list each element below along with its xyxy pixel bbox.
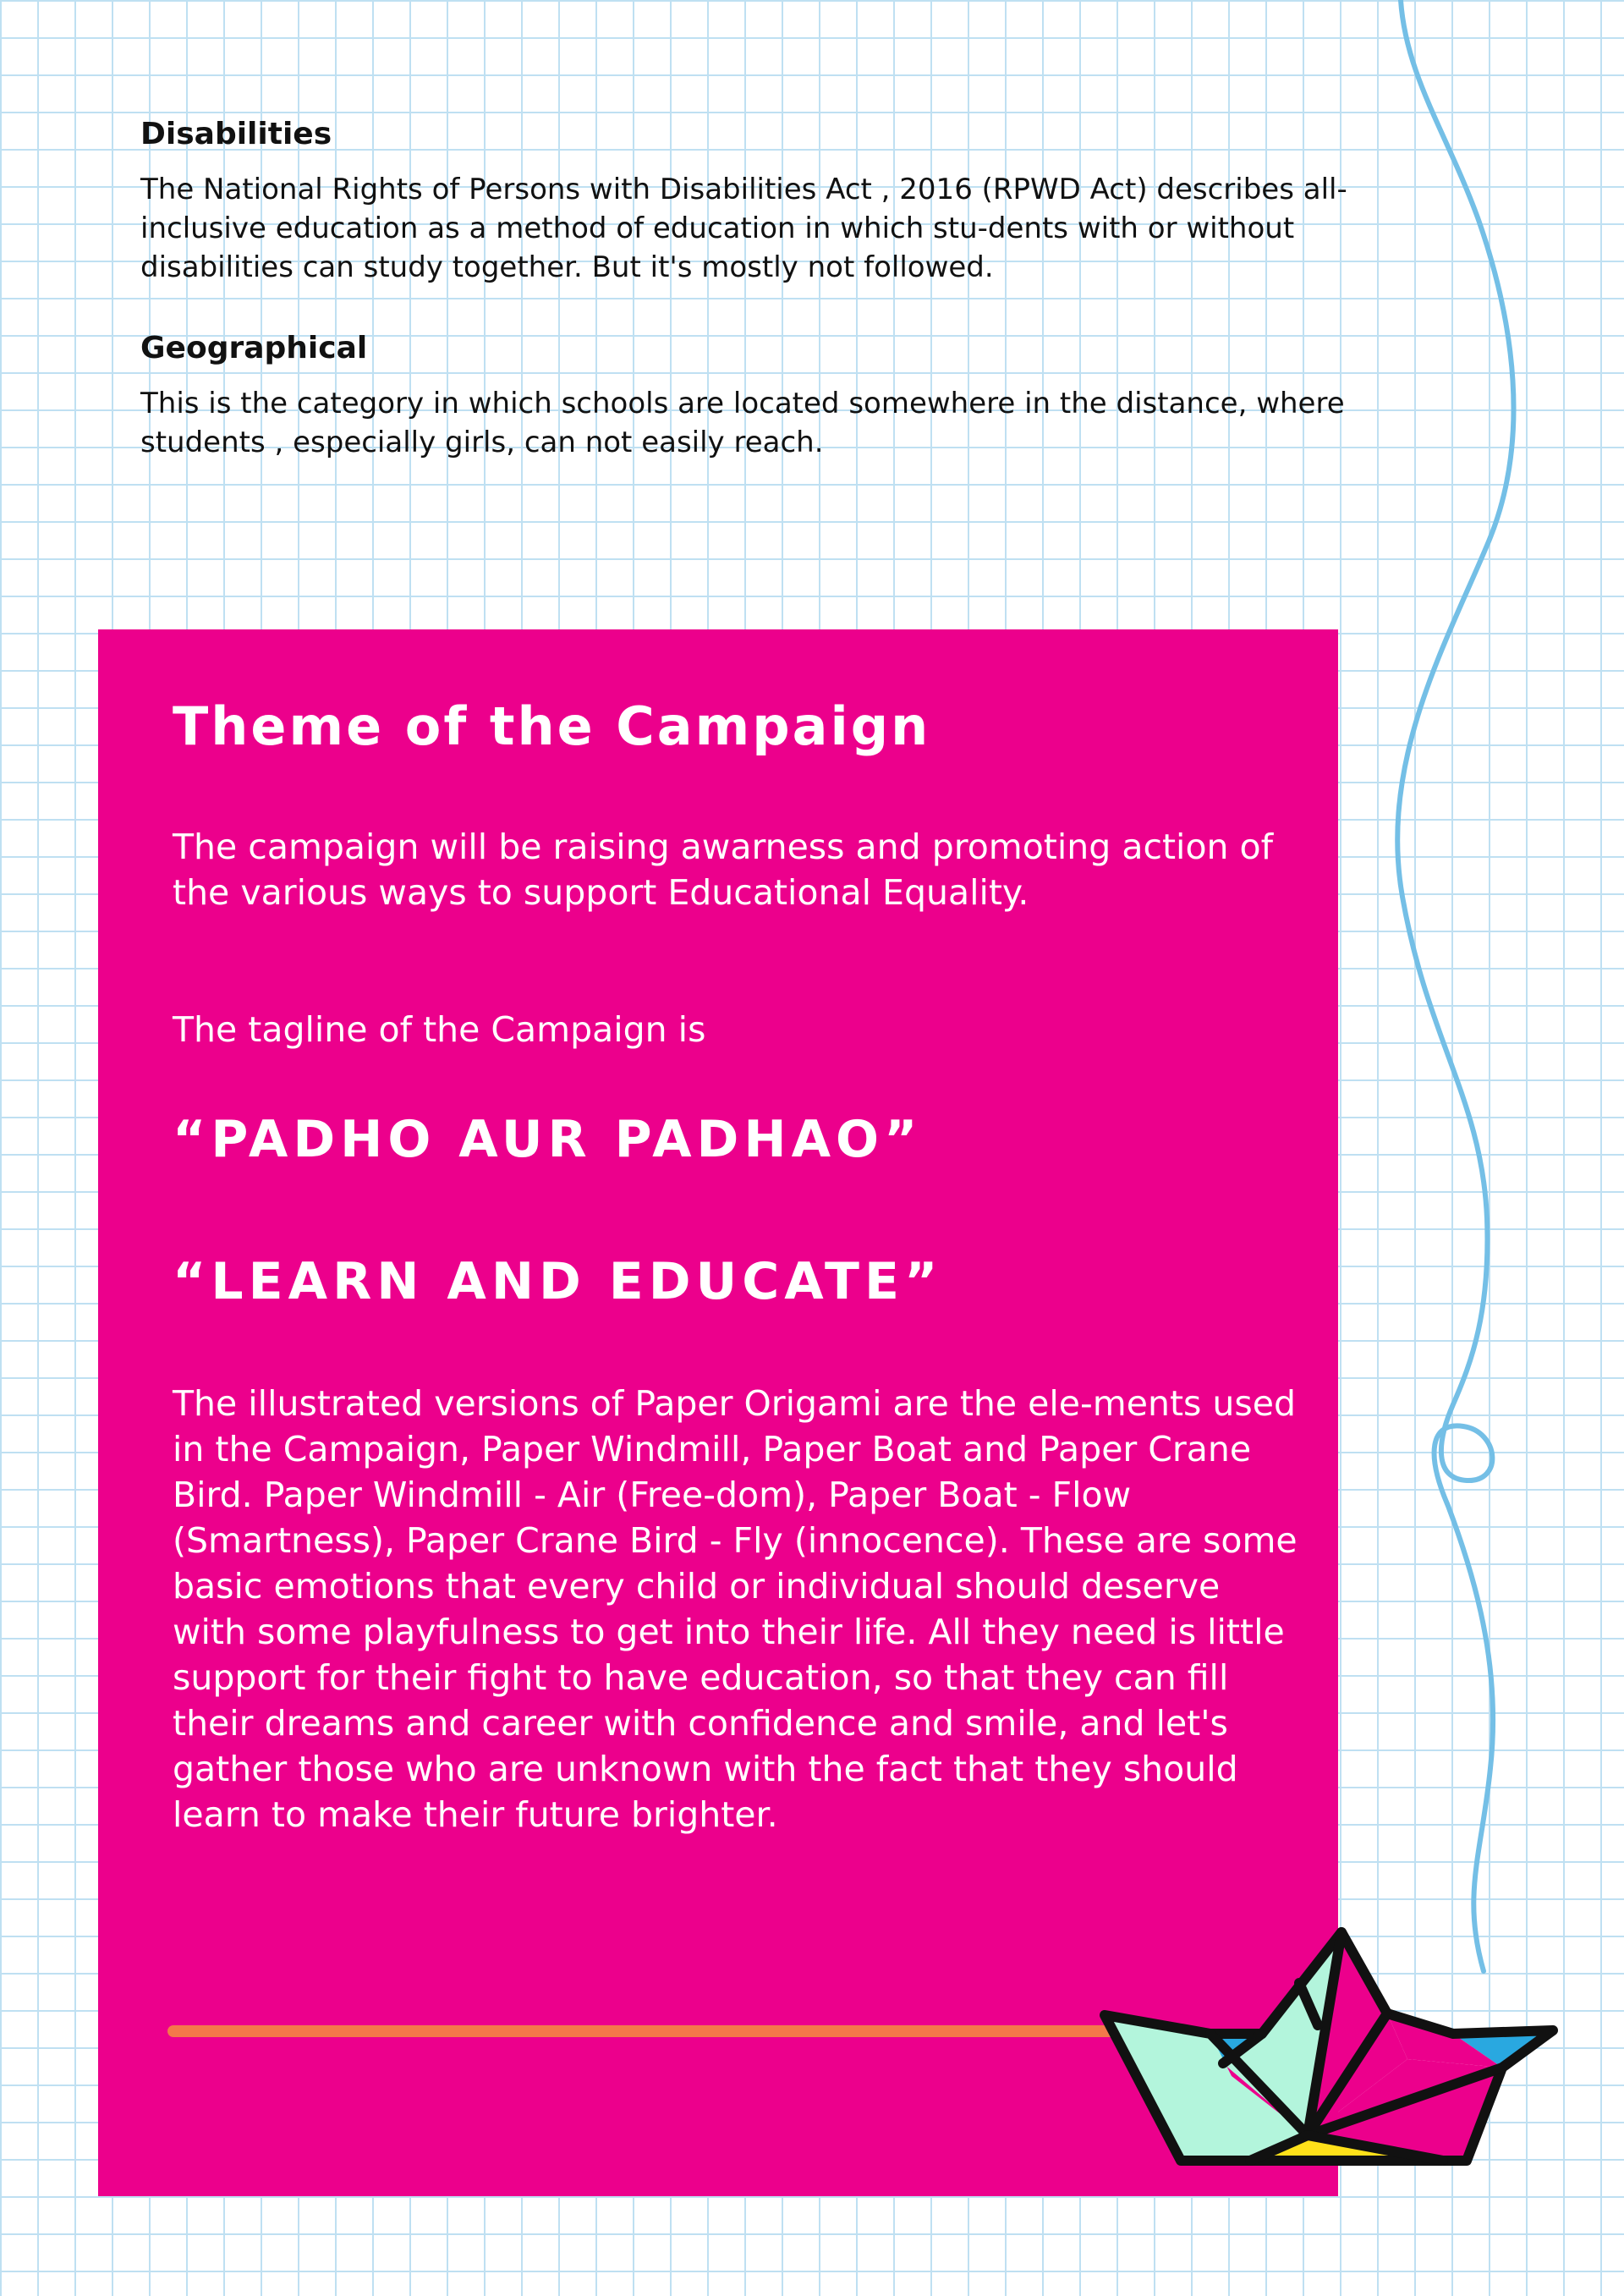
campaign-description: The illustrated versions of Paper Origami are the ele-ments used in the Campaign, Paper Windmill, Paper Boat and Paper Crane Bird. Paper Windmill - Air (Free-dom), Paper Boat - Flow (Smartness), Paper Crane Bird - Fly (innocence). These are some basic emotions that every child or individual should deserve with some playfulness to get into their life. All they need is little support for their fight to have education, so that they can fill their dreams and career with confidence and smile, and let's gather those who are unknown with the fact that they should learn to make their future brighter. bbox=[173, 1383, 1298, 1835]
paper-boat-icon bbox=[1096, 1924, 1561, 2194]
geographical-heading: Geographical bbox=[140, 331, 368, 365]
top-text-block bbox=[140, 117, 1358, 506]
disabilities-heading: Disabilities bbox=[140, 117, 332, 151]
campaign-title: Theme of the Campaign bbox=[173, 695, 931, 757]
tagline-intro: The tagline of the Campaign is bbox=[173, 1009, 706, 1050]
campaign-intro: The campaign will be raising awarness and promoting action of the various ways to support Educational Equality. bbox=[173, 827, 1274, 913]
accent-bar bbox=[167, 2025, 1149, 2037]
disabilities-body: The National Rights of Persons with Disabilities Act , 2016 (RPWD Act) describes all-inclusive education as a method of education in which stu-dents with or without disabilities can study together. But it's mostly not followed. bbox=[140, 173, 1347, 284]
geographical-body: This is the category in which schools are located somewhere in the distance, where students , especially girls, can not easily reach. bbox=[140, 387, 1345, 459]
tagline-learn-and-educate: “LEARN AND EDUCATE” bbox=[173, 1252, 943, 1311]
tagline-padho-aur-padhao: “PADHO AUR PADHAO” bbox=[173, 1110, 923, 1169]
